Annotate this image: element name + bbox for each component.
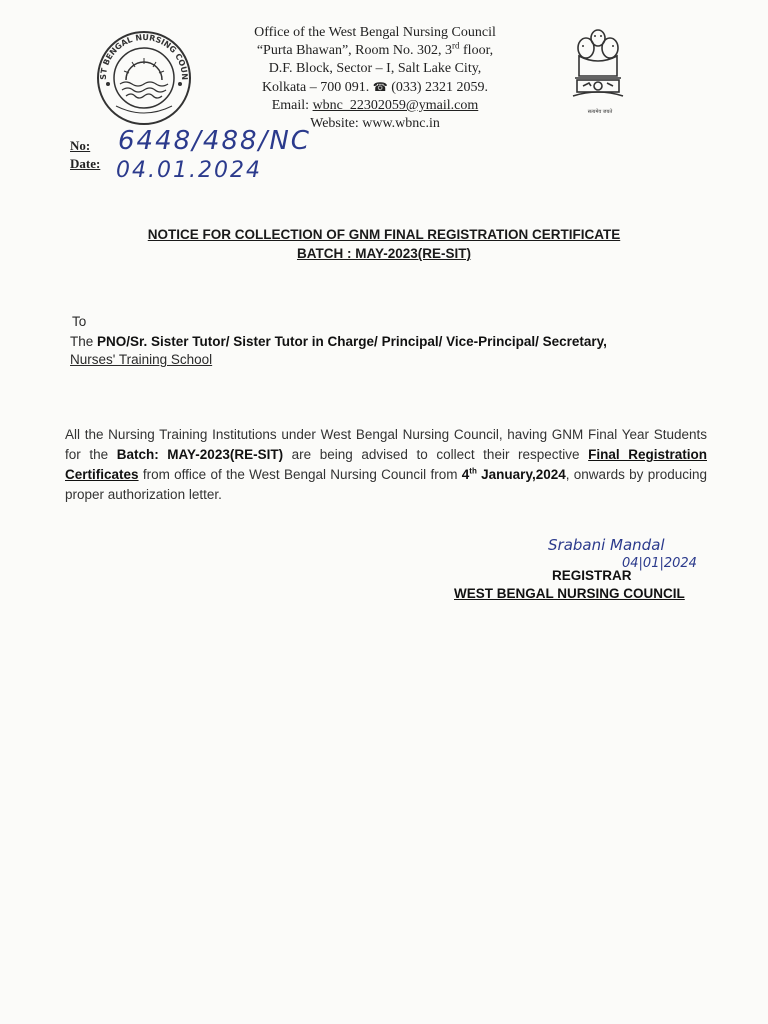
office-address-block	[200, 24, 550, 133]
office-email: Email: wbnc_22302059@ymail.com	[271, 98, 479, 113]
notice-batch: BATCH : MAY-2023(RE-SIT)	[296, 246, 472, 261]
email-link[interactable]: wbnc_22302059@ymail.com	[312, 98, 479, 113]
ref-no-value: 6448/488/NC	[118, 126, 311, 156]
emblem-motto: सत्यमेव जयते	[587, 109, 613, 115]
council-seal-icon	[94, 28, 194, 128]
ref-date-value: 04.01.2024	[116, 158, 262, 183]
address-recipient: The PNO/Sr. Sister Tutor/ Sister Tutor in Charge/ Principal/ Vice-Principal/ Secretary,	[70, 334, 607, 349]
notice-body: All the Nursing Training Institutions under West Bengal Nursing Council, having GNM Final Year Students for the Batch: MAY-2023(RE-SIT) are being advised to collect their respective Final Registration Certificates from office of the West Bengal Nursing Council from 4th January,2024, onwards by producing proper authorization letter.	[65, 427, 707, 502]
address-to: To	[72, 314, 87, 329]
address-school: Nurses' Training School	[70, 352, 213, 367]
svg-text:WEST BENGAL NURSING COUNCIL	[94, 28, 189, 80]
office-website[interactable]: Website: www.wbnc.in	[310, 116, 440, 131]
signatory-title: REGISTRAR	[552, 568, 632, 583]
ref-no-label: No:	[70, 138, 91, 153]
signature-date: 04|01|2024	[622, 556, 697, 571]
phone-icon: ☎	[372, 80, 388, 94]
seal-text: ST BENGAL NURSING COUN	[98, 32, 190, 81]
signature-name: Srabani Mandal	[548, 536, 665, 554]
office-building: “Purta Bhawan”, Room No. 302, 3rd floor,	[256, 40, 494, 58]
ref-date-label: Date:	[70, 156, 101, 171]
office-city-phone: Kolkata – 700 091. ☎ (033) 2321 2059.	[261, 80, 489, 95]
signatory-org: WEST BENGAL NURSING COUNCIL	[454, 586, 685, 601]
office-block: D.F. Block, Sector – I, Salt Lake City,	[268, 61, 482, 76]
office-name: Office of the West Bengal Nursing Council	[254, 25, 496, 40]
notice-title: NOTICE FOR COLLECTION OF GNM FINAL REGISTRATION CERTIFICATE	[147, 227, 621, 242]
